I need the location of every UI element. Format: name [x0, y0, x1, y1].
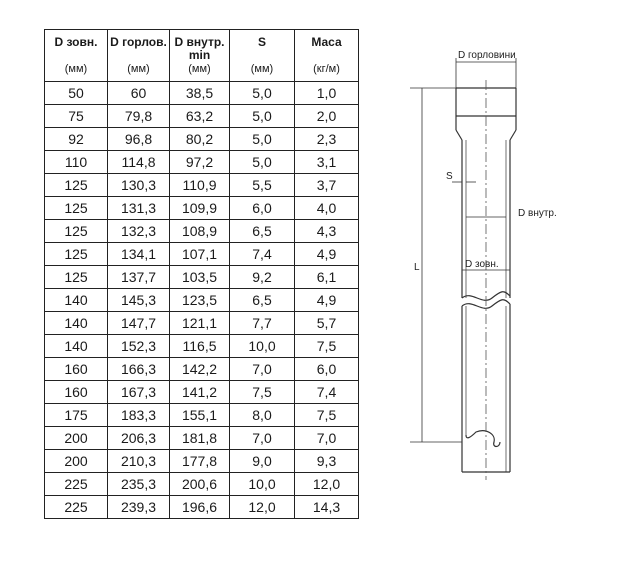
table-cell: 7,5: [230, 381, 295, 404]
table-cell: 6,0: [230, 197, 295, 220]
table-cell: 132,3: [108, 220, 170, 243]
table-cell: 116,5: [170, 335, 230, 358]
table-row: [45, 450, 359, 473]
table-cell: 3,1: [295, 151, 359, 174]
table-cell: 9,3: [295, 450, 359, 473]
table-cell: 125: [45, 220, 108, 243]
table-cell: 6,5: [230, 289, 295, 312]
table-cell: 5,7: [295, 312, 359, 335]
table-cell: 7,5: [295, 404, 359, 427]
table-row: [45, 243, 359, 266]
table-cell: 7,0: [230, 427, 295, 450]
table-cell: 7,7: [230, 312, 295, 335]
table-row: [45, 496, 359, 519]
table-row: [45, 197, 359, 220]
table-cell: 7,4: [295, 381, 359, 404]
table-cell: 5,5: [230, 174, 295, 197]
table-cell: 183,3: [108, 404, 170, 427]
table-cell: 123,5: [170, 289, 230, 312]
table-cell: 7,0: [230, 358, 295, 381]
table-cell: 147,7: [108, 312, 170, 335]
table-cell: 4,0: [295, 197, 359, 220]
outer-diameter-label: D зовн.: [465, 259, 499, 270]
table-cell: 235,3: [108, 473, 170, 496]
table-row: [45, 82, 359, 105]
table-cell: 125: [45, 266, 108, 289]
table-cell: 4,3: [295, 220, 359, 243]
table-cell: 9,0: [230, 450, 295, 473]
length-label: L: [414, 262, 420, 273]
table-cell: 121,1: [170, 312, 230, 335]
table-cell: 142,2: [170, 358, 230, 381]
table-cell: 130,3: [108, 174, 170, 197]
pipe-spec-table: [44, 29, 359, 519]
table-cell: 1,0: [295, 82, 359, 105]
table-row: [45, 358, 359, 381]
table-cell: 5,0: [230, 128, 295, 151]
table-cell: 2,3: [295, 128, 359, 151]
table-row: [45, 473, 359, 496]
table-cell: 97,2: [170, 151, 230, 174]
header-inner-diameter: D внутр. min (мм): [170, 30, 230, 82]
table-cell: 7,4: [230, 243, 295, 266]
header-outer-diameter: D зовн. (мм): [45, 30, 108, 82]
table-cell: 2,0: [295, 105, 359, 128]
table-cell: 200: [45, 450, 108, 473]
table-cell: 137,7: [108, 266, 170, 289]
table-cell: 10,0: [230, 335, 295, 358]
table-row: [45, 427, 359, 450]
table-cell: 92: [45, 128, 108, 151]
table-row: [45, 381, 359, 404]
wall-thickness-label: S: [446, 171, 453, 182]
table-cell: 4,9: [295, 243, 359, 266]
table-cell: 167,3: [108, 381, 170, 404]
table-cell: 196,6: [170, 496, 230, 519]
table-row: [45, 128, 359, 151]
table-cell: 166,3: [108, 358, 170, 381]
table-cell: 108,9: [170, 220, 230, 243]
table-cell: 6,1: [295, 266, 359, 289]
table-cell: 177,8: [170, 450, 230, 473]
table-cell: 140: [45, 335, 108, 358]
table-row: [45, 289, 359, 312]
table-row: [45, 105, 359, 128]
table-cell: 210,3: [108, 450, 170, 473]
table-cell: 134,1: [108, 243, 170, 266]
table-cell: 6,0: [295, 358, 359, 381]
table-row: [45, 220, 359, 243]
table-cell: 12,0: [295, 473, 359, 496]
table-row: [45, 174, 359, 197]
table-cell: 200,6: [170, 473, 230, 496]
inner-diameter-label: D внутр.: [518, 208, 557, 219]
table-cell: 5,0: [230, 82, 295, 105]
table-cell: 4,9: [295, 289, 359, 312]
table-cell: 10,0: [230, 473, 295, 496]
table-cell: 125: [45, 243, 108, 266]
table-cell: 125: [45, 197, 108, 220]
table-cell: 12,0: [230, 496, 295, 519]
table-cell: 131,3: [108, 197, 170, 220]
table-cell: 14,3: [295, 496, 359, 519]
table-cell: 200: [45, 427, 108, 450]
table-cell: 110: [45, 151, 108, 174]
table-cell: 38,5: [170, 82, 230, 105]
table-cell: 239,3: [108, 496, 170, 519]
pipe-drawing: [400, 40, 580, 490]
table-cell: 107,1: [170, 243, 230, 266]
table-cell: 63,2: [170, 105, 230, 128]
table-cell: 96,8: [108, 128, 170, 151]
table-cell: 141,2: [170, 381, 230, 404]
table-cell: 75: [45, 105, 108, 128]
table-cell: 7,0: [295, 427, 359, 450]
table-cell: 140: [45, 289, 108, 312]
table-cell: 9,2: [230, 266, 295, 289]
table-cell: 206,3: [108, 427, 170, 450]
table-cell: 145,3: [108, 289, 170, 312]
header-socket-diameter: D горлов. (мм): [108, 30, 170, 82]
table-cell: 114,8: [108, 151, 170, 174]
table-cell: 103,5: [170, 266, 230, 289]
table-cell: 60: [108, 82, 170, 105]
table-cell: 140: [45, 312, 108, 335]
socket-diameter-label: D горловини: [458, 50, 516, 61]
table-cell: 8,0: [230, 404, 295, 427]
table-cell: 160: [45, 358, 108, 381]
table-cell: 225: [45, 496, 108, 519]
table-cell: 160: [45, 381, 108, 404]
table-cell: 79,8: [108, 105, 170, 128]
table-cell: 125: [45, 174, 108, 197]
table-row: [45, 404, 359, 427]
table-cell: 80,2: [170, 128, 230, 151]
table-row: [45, 335, 359, 358]
table-cell: 6,5: [230, 220, 295, 243]
table-cell: 5,0: [230, 151, 295, 174]
table-body: [45, 82, 359, 519]
header-mass: Маса (кг/м): [295, 30, 359, 82]
table-cell: 50: [45, 82, 108, 105]
table-cell: 181,8: [170, 427, 230, 450]
table-row: [45, 266, 359, 289]
table-cell: 152,3: [108, 335, 170, 358]
table-cell: 7,5: [295, 335, 359, 358]
table-cell: 5,0: [230, 105, 295, 128]
table-header-row: [45, 30, 359, 82]
table-row: [45, 312, 359, 335]
table-row: [45, 151, 359, 174]
table-cell: 155,1: [170, 404, 230, 427]
table-cell: 3,7: [295, 174, 359, 197]
header-wall-thickness: S (мм): [230, 30, 295, 82]
pipe-socket: [456, 88, 516, 140]
table-cell: 110,9: [170, 174, 230, 197]
table-cell: 175: [45, 404, 108, 427]
table-cell: 109,9: [170, 197, 230, 220]
table-cell: 225: [45, 473, 108, 496]
